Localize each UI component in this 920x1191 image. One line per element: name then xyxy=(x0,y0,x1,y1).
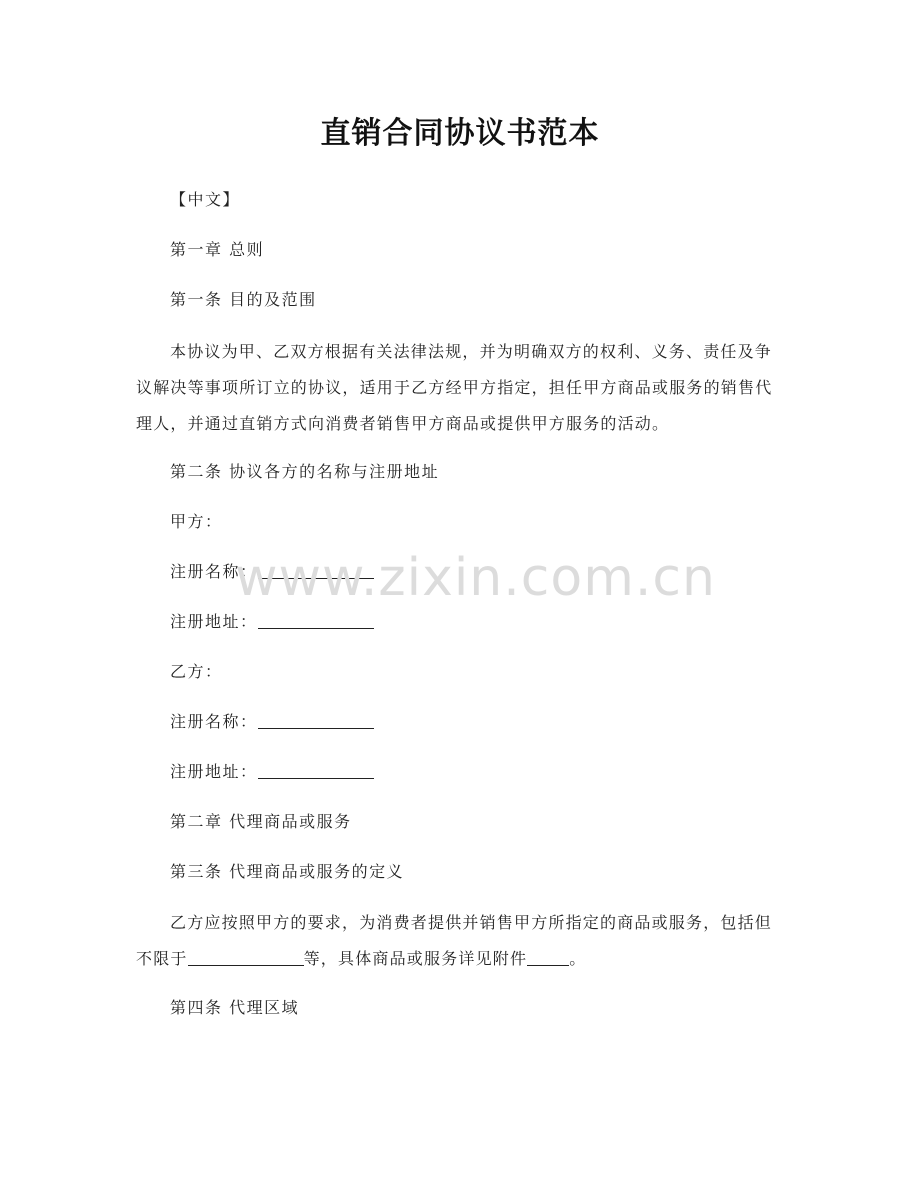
article-heading: 第一条 目的及范围 xyxy=(170,290,317,309)
party-b-name-blank xyxy=(258,712,374,729)
chapter-heading: 第一章 总则 xyxy=(170,240,265,259)
field-label: 注册名称： xyxy=(170,712,258,731)
document-title: 直销合同协议书范本 xyxy=(320,116,600,151)
article-text: 乙方应按照甲方的要求，为消费者提供并销售甲方所指定的商品或服务，包括但不限于 xyxy=(136,913,773,968)
language-tag: 【中文】 xyxy=(170,190,241,209)
article-paragraph xyxy=(136,334,786,442)
article-paragraph xyxy=(136,905,786,977)
party-b-label: 乙方： xyxy=(170,662,223,681)
party-a-address-row xyxy=(170,612,374,632)
field-label: 注册地址： xyxy=(170,762,258,781)
article-text: 本协议为甲、乙双方根据有关法律法规，并为明确双方的权利、义务、责任及争议解决等事项所订立的协议，适用于乙方经甲方指定，担任甲方商品或服务的销售代理人，并通过直销方式向消费者销售甲方商品或提供甲方服务的活动。 xyxy=(136,342,773,433)
article-text: 。 xyxy=(569,949,587,968)
watermark: www.zixin.com.cn xyxy=(235,548,716,608)
article-heading: 第四条 代理区域 xyxy=(170,998,300,1017)
article-heading: 第二条 协议各方的名称与注册地址 xyxy=(170,462,440,481)
chapter-heading: 第二章 代理商品或服务 xyxy=(170,812,352,831)
appendix-number-blank xyxy=(527,949,569,966)
article-heading: 第三条 代理商品或服务的定义 xyxy=(170,862,405,881)
party-a-address-blank xyxy=(258,612,374,629)
field-label: 注册地址： xyxy=(170,612,258,631)
party-b-address-blank xyxy=(258,762,374,779)
party-b-name-row xyxy=(170,712,374,732)
party-b-address-row xyxy=(170,762,374,782)
article-text: 等，具体商品或服务详见附件 xyxy=(303,949,528,968)
party-a-label: 甲方： xyxy=(170,512,223,531)
party-a-name-blank xyxy=(258,562,374,579)
goods-list-blank xyxy=(188,949,304,966)
field-label: 注册名称： xyxy=(170,562,258,581)
party-a-name-row xyxy=(170,562,374,582)
